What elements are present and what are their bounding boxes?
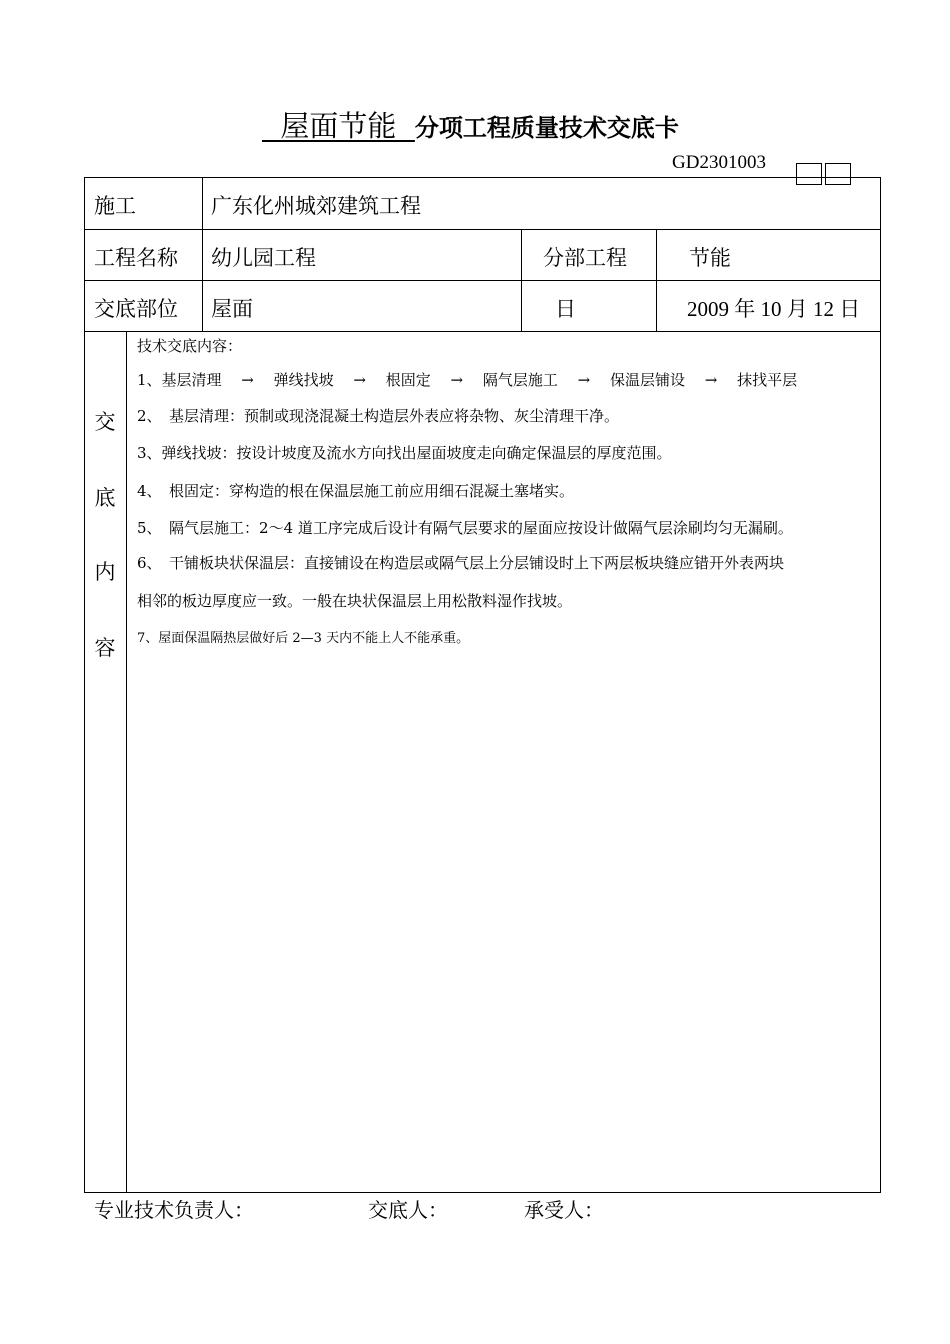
date-value: 2009 年 10 月 12 日 — [687, 297, 861, 321]
footer-presenter: 交底人： — [368, 1198, 448, 1222]
content-label-char: 内 — [94, 560, 116, 584]
title-sub: 分项工程质量技术交底卡 — [414, 114, 679, 142]
content-item-7: 7、屋面保温隔热层做好后 2—3 天内不能上人不能承重。 — [137, 631, 470, 646]
date-label: 日 — [555, 297, 576, 321]
content-item-5: 5、 隔气层施工：2～4 道工序完成后设计有隔气层要求的屋面应按设计做隔气层涂刷均匀无漏刷。 — [137, 519, 793, 537]
content-label-char: 交 — [94, 410, 116, 434]
title-main: 屋面节能 — [262, 109, 415, 143]
construction-label: 施工 — [94, 194, 136, 218]
content-item-1: 1、基层清理 → 弹线找坡 → 根固定 → 隔气层施工 → 保温层铺设 → 抹找平层 — [137, 371, 798, 389]
content-heading: 技术交底内容： — [137, 337, 243, 355]
table-border-right — [880, 177, 881, 1193]
table-divider — [84, 331, 881, 332]
table-border-top — [84, 177, 881, 178]
content-label-char: 容 — [94, 636, 116, 660]
code-box-2 — [825, 163, 851, 185]
table-divider — [656, 229, 657, 332]
document-code: GD2301003 — [672, 152, 766, 173]
division-value: 节能 — [689, 246, 731, 270]
footer-receiver: 承受人： — [524, 1198, 604, 1222]
document-title — [262, 104, 822, 154]
project-label: 工程名称 — [94, 246, 178, 270]
part-value: 屋面 — [211, 297, 253, 321]
content-label-char: 底 — [94, 486, 116, 510]
content-item-2: 2、 基层清理：预制或现浇混凝土构造层外表应将杂物、灰尘清理干净。 — [137, 407, 620, 425]
table-divider — [202, 177, 203, 332]
part-label: 交底部位 — [94, 297, 178, 321]
table-border-left — [84, 177, 85, 1193]
project-value: 幼儿园工程 — [211, 246, 316, 270]
footer-tech-lead: 专业技术负责人： — [94, 1198, 254, 1222]
table-divider — [84, 280, 881, 281]
code-box-1 — [796, 163, 822, 185]
division-label: 分部工程 — [543, 246, 627, 270]
content-item-4: 4、 根固定：穿构造的根在保温层施工前应用细石混凝土塞堵实。 — [137, 482, 575, 500]
table-divider — [84, 229, 881, 230]
table-divider — [126, 331, 127, 1193]
table-border-bottom — [84, 1192, 881, 1193]
content-item-3: 3、弹线找坡：按设计坡度及流水方向找出屋面坡度走向确定保温层的厚度范围。 — [137, 444, 672, 462]
table-divider — [521, 229, 522, 332]
content-item-6-cont: 相邻的板边厚度应一致。一般在块状保温层上用松散料湿作找坡。 — [137, 592, 573, 610]
content-item-6: 6、 干铺板块状保温层：直接铺设在构造层或隔气层上分层铺设时上下两层板块缝应错开外表两块 — [137, 554, 785, 572]
construction-value: 广东化州城郊建筑工程 — [211, 194, 421, 218]
